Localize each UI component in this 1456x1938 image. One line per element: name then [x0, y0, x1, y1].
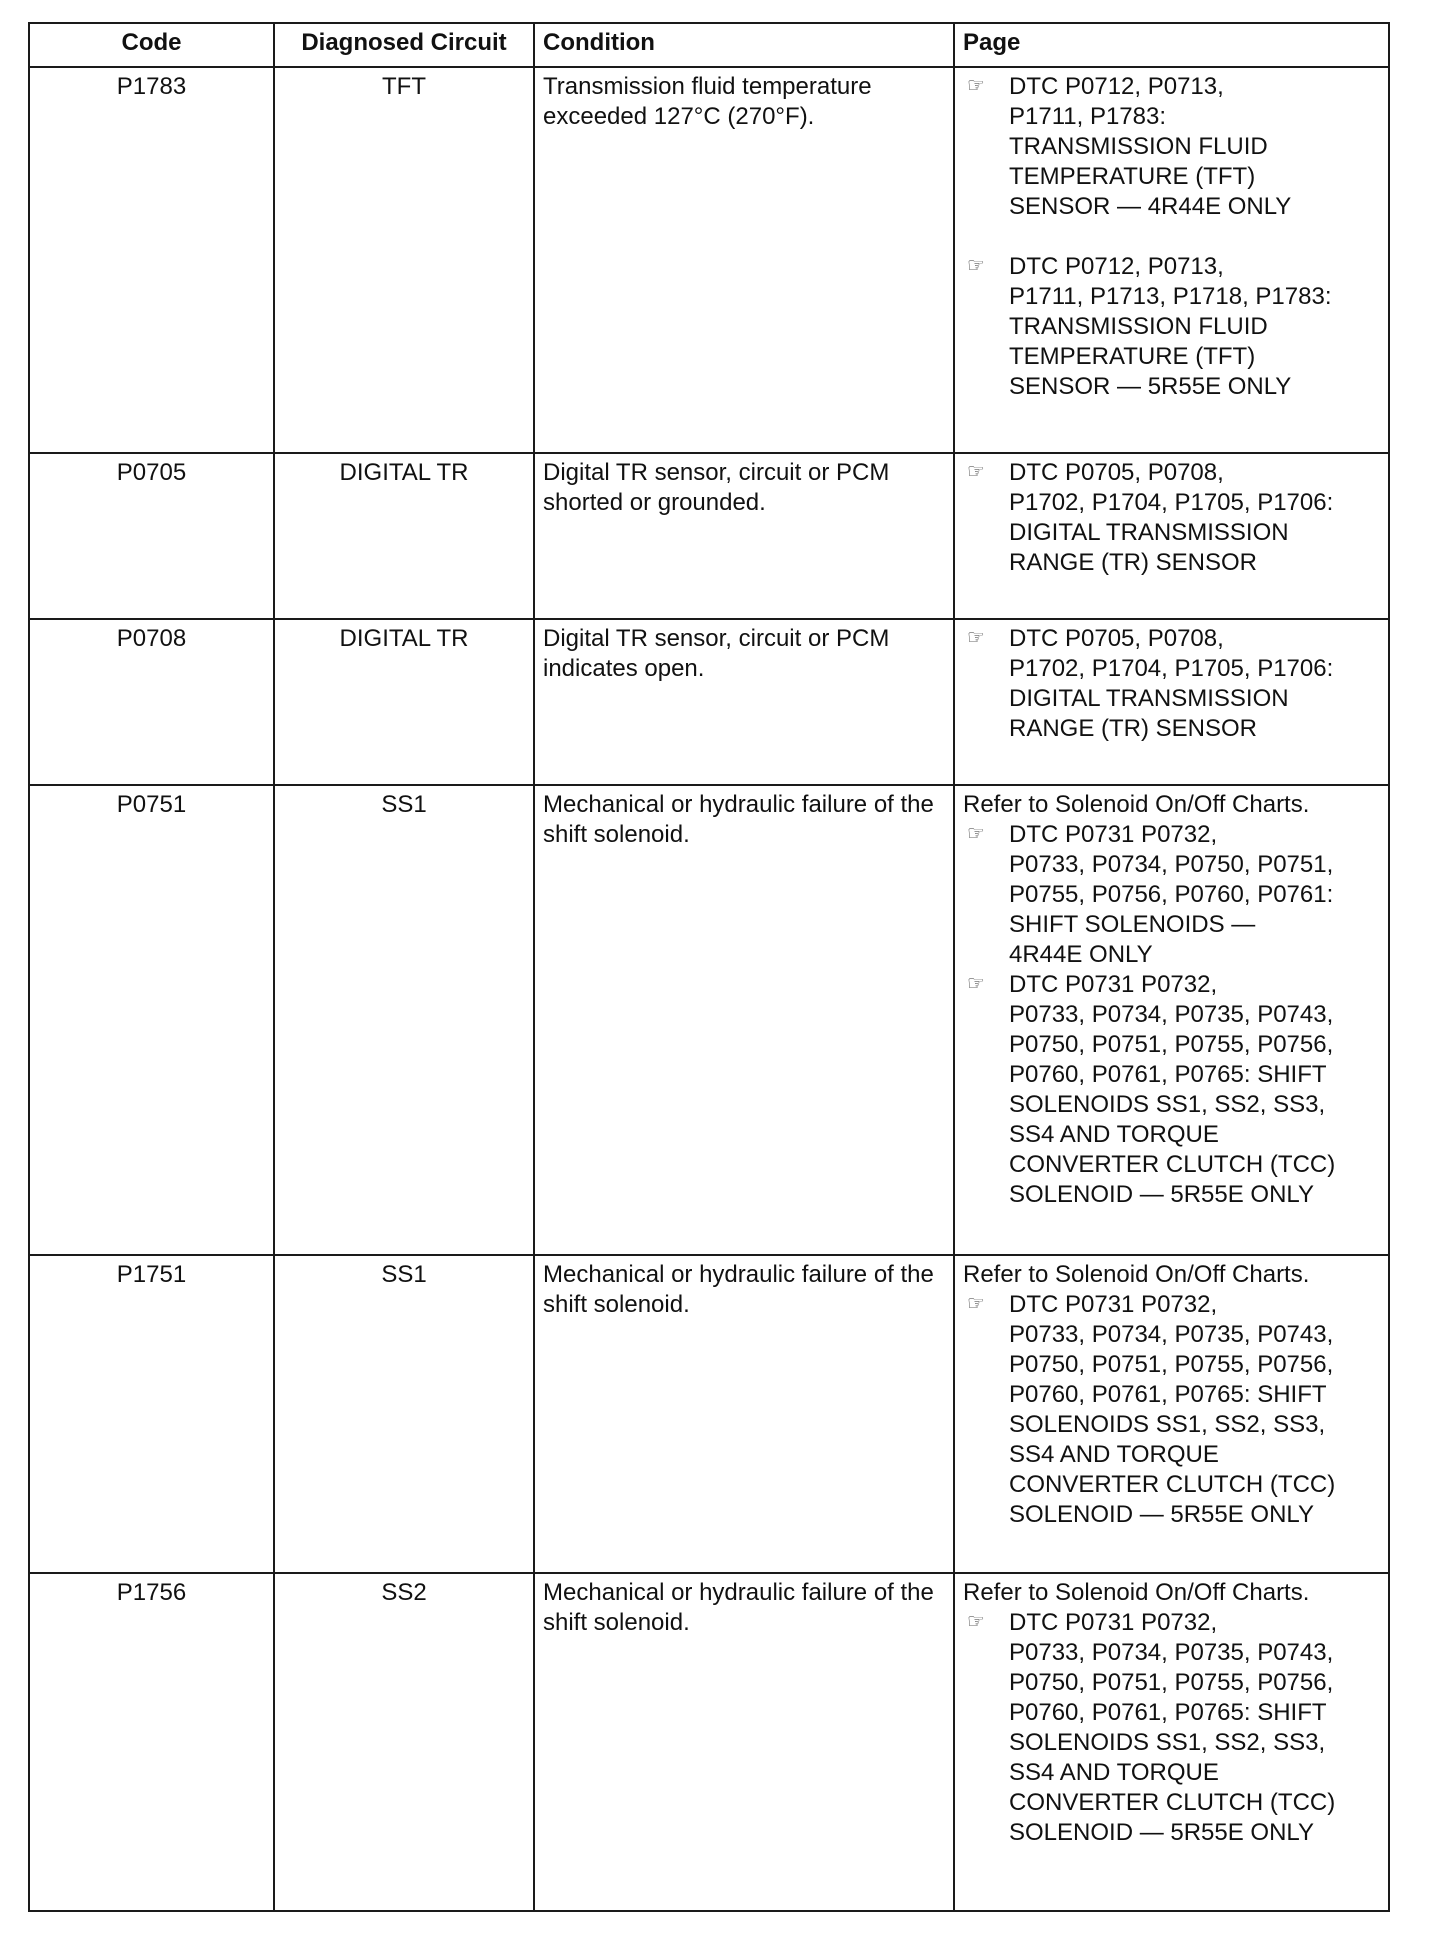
pointing-hand-icon: ☞	[967, 823, 985, 845]
condition-cell: Mechanical or hydraulic failure of the shift solenoid.	[534, 785, 954, 1255]
page-cell	[954, 453, 1389, 619]
table-row	[29, 453, 1389, 619]
condition-cell: Mechanical or hydraulic failure of the shift solenoid.	[534, 1255, 954, 1573]
circuit-cell: DIGITAL TR	[274, 453, 534, 619]
table-row	[29, 1255, 1389, 1573]
page-cell	[954, 619, 1389, 785]
code-cell: P0751	[29, 785, 274, 1255]
page-reference-text: DTC P0731 P0732, P0733, P0734, P0735, P0743, P0750, P0751, P0755, P0756, P0760, P0761, P0765: SHIFT SOLENOIDS SS1, SS2, SS3, SS4 AND TORQUE CONVERTER CLUTCH (TCC) SOLENOID — 5R55E ONLY	[1009, 1291, 1336, 1528]
page-reference[interactable]	[963, 72, 1380, 222]
code-cell: P1783	[29, 67, 274, 453]
page-reference[interactable]	[963, 252, 1380, 402]
circuit-cell: TFT	[274, 67, 534, 453]
pointing-hand-icon: ☞	[967, 1293, 985, 1315]
page-reference-text: DTC P0705, P0708, P1702, P1704, P1705, P1706: DIGITAL TRANSMISSION RANGE (TR) SENSOR	[1009, 459, 1334, 576]
solenoid-chart-note: Refer to Solenoid On/Off Charts.	[963, 1261, 1310, 1288]
header-diagnosed-circuit: Diagnosed Circuit	[274, 23, 534, 67]
page-reference-text: DTC P0712, P0713, P1711, P1783: TRANSMISSION FLUID TEMPERATURE (TFT) SENSOR — 4R44E ONLY	[1009, 73, 1292, 220]
pointing-hand-icon: ☞	[967, 75, 985, 97]
pointing-hand-icon: ☞	[967, 1611, 985, 1633]
page-reference[interactable]	[963, 1608, 1380, 1848]
pointing-hand-icon: ☞	[967, 461, 985, 483]
page-reference[interactable]	[963, 624, 1380, 744]
table-row	[29, 67, 1389, 453]
code-cell: P1751	[29, 1255, 274, 1573]
table-row	[29, 619, 1389, 785]
header-code: Code	[29, 23, 274, 67]
page-cell	[954, 785, 1389, 1255]
solenoid-chart-note: Refer to Solenoid On/Off Charts.	[963, 791, 1310, 818]
circuit-cell: SS1	[274, 785, 534, 1255]
table-row	[29, 785, 1389, 1255]
page-cell	[954, 1255, 1389, 1573]
circuit-cell: SS1	[274, 1255, 534, 1573]
page-reference-text: DTC P0731 P0732, P0733, P0734, P0750, P0751, P0755, P0756, P0760, P0761: SHIFT SOLENOIDS — 4R44E ONLY	[1009, 821, 1334, 968]
page-cell	[954, 1573, 1389, 1911]
page-reference-text: DTC P0731 P0732, P0733, P0734, P0735, P0743, P0750, P0751, P0755, P0756, P0760, P0761, P0765: SHIFT SOLENOIDS SS1, SS2, SS3, SS4 AND TORQUE CONVERTER CLUTCH (TCC) SOLENOID — 5R55E ONLY	[1009, 1609, 1336, 1846]
dtc-table-body	[29, 67, 1389, 1911]
page-reference[interactable]	[963, 1290, 1380, 1530]
circuit-cell: SS2	[274, 1573, 534, 1911]
circuit-cell: DIGITAL TR	[274, 619, 534, 785]
page-reference-text: DTC P0705, P0708, P1702, P1704, P1705, P1706: DIGITAL TRANSMISSION RANGE (TR) SENSOR	[1009, 625, 1334, 742]
page-cell	[954, 67, 1389, 453]
condition-cell: Digital TR sensor, circuit or PCM indicates open.	[534, 619, 954, 785]
dtc-table	[28, 22, 1390, 1912]
condition-cell: Transmission fluid temperature exceeded 127°C (270°F).	[534, 67, 954, 453]
page-reference[interactable]	[963, 820, 1380, 970]
code-cell: P1756	[29, 1573, 274, 1911]
solenoid-chart-note: Refer to Solenoid On/Off Charts.	[963, 1579, 1310, 1606]
header-condition: Condition	[534, 23, 954, 67]
page-reference-text: DTC P0731 P0732, P0733, P0734, P0735, P0743, P0750, P0751, P0755, P0756, P0760, P0761, P0765: SHIFT SOLENOIDS SS1, SS2, SS3, SS4 AND TORQUE CONVERTER CLUTCH (TCC) SOLENOID — 5R55E ONLY	[1009, 971, 1336, 1208]
condition-cell: Mechanical or hydraulic failure of the shift solenoid.	[534, 1573, 954, 1911]
pointing-hand-icon: ☞	[967, 627, 985, 649]
pointing-hand-icon: ☞	[967, 973, 985, 995]
code-cell: P0705	[29, 453, 274, 619]
page-reference-text: DTC P0712, P0713, P1711, P1713, P1718, P1783: TRANSMISSION FLUID TEMPERATURE (TFT) SENSOR — 5R55E ONLY	[1009, 253, 1332, 400]
header-page: Page	[954, 23, 1389, 67]
pointing-hand-icon: ☞	[967, 255, 985, 277]
table-row	[29, 1573, 1389, 1911]
code-cell: P0708	[29, 619, 274, 785]
condition-cell: Digital TR sensor, circuit or PCM shorted or grounded.	[534, 453, 954, 619]
page-reference[interactable]	[963, 458, 1380, 578]
page-reference[interactable]	[963, 970, 1380, 1210]
header-row	[29, 23, 1389, 67]
